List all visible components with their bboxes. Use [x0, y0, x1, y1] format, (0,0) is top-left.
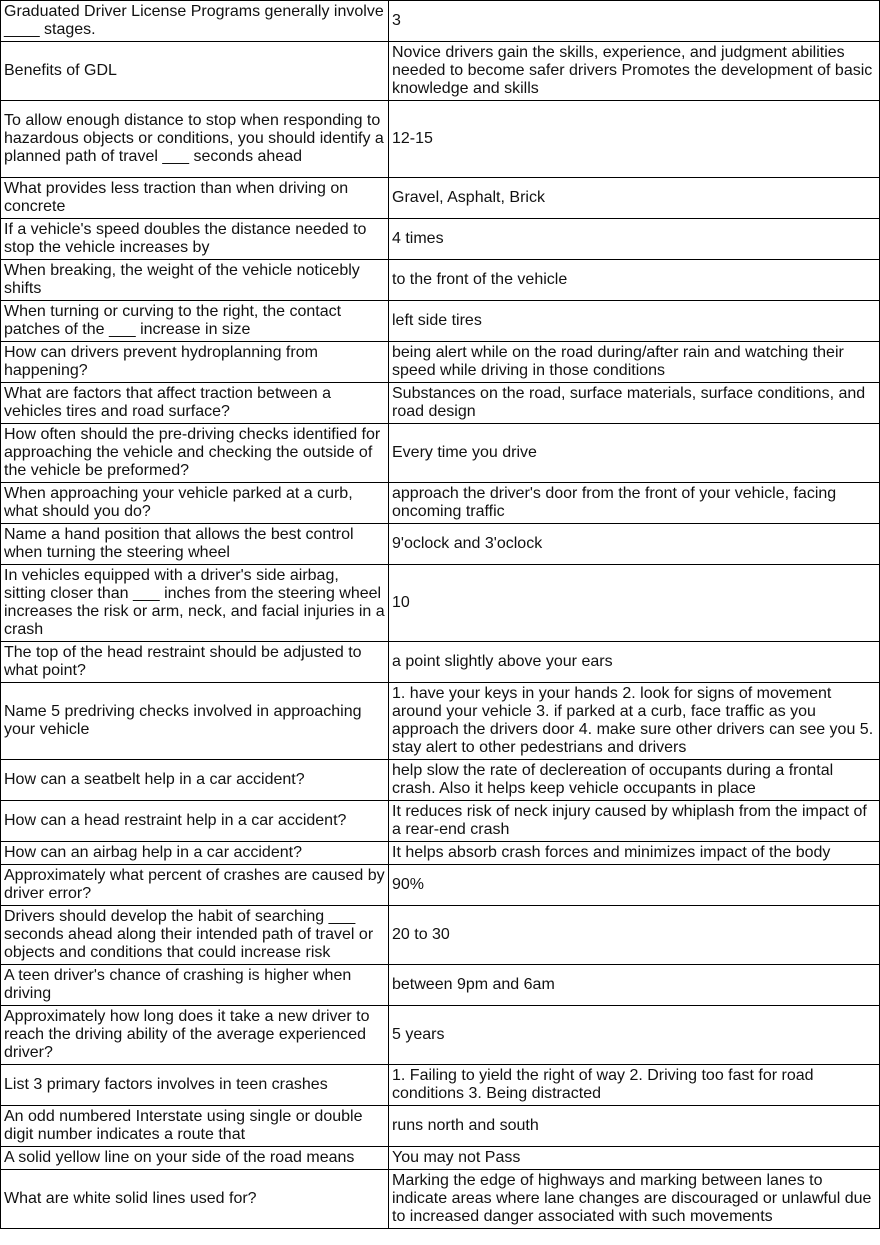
term-cell: Name 5 predriving checks involved in approaching your vehicle	[1, 683, 389, 760]
table-row	[1, 865, 880, 906]
term-cell: To allow enough distance to stop when responding to hazardous objects or conditions, you should identify a planned path of travel ___ seconds ahead	[1, 101, 389, 178]
table-row	[1, 1, 880, 42]
term-cell: A solid yellow line on your side of the road means	[1, 1147, 389, 1170]
term-cell: Approximately what percent of crashes are caused by driver error?	[1, 865, 389, 906]
table-row	[1, 483, 880, 524]
term-cell: When turning or curving to the right, the contact patches of the ___ increase in size	[1, 301, 389, 342]
term-cell: A teen driver's chance of crashing is higher when driving	[1, 965, 389, 1006]
term-cell: When breaking, the weight of the vehicle noticebly shifts	[1, 260, 389, 301]
definition-cell: 12-15	[389, 101, 880, 178]
definition-cell: 3	[389, 1, 880, 42]
term-cell: How can a head restraint help in a car accident?	[1, 801, 389, 842]
table-row	[1, 906, 880, 965]
table-row	[1, 342, 880, 383]
term-cell: Drivers should develop the habit of searching ___ seconds ahead along their intended path of travel or objects and conditions that could increase risk	[1, 906, 389, 965]
definition-cell: between 9pm and 6am	[389, 965, 880, 1006]
table-row	[1, 801, 880, 842]
term-cell: Benefits of GDL	[1, 42, 389, 101]
definition-cell: 1. Failing to yield the right of way 2. Driving too fast for road conditions 3. Being distracted	[389, 1065, 880, 1106]
flashcard-rows	[1, 1, 880, 1229]
table-row	[1, 260, 880, 301]
definition-cell: approach the driver's door from the front of your vehicle, facing oncoming traffic	[389, 483, 880, 524]
table-row	[1, 1106, 880, 1147]
definition-cell: 9'oclock and 3'oclock	[389, 524, 880, 565]
table-row	[1, 565, 880, 642]
table-row	[1, 1006, 880, 1065]
table-row	[1, 642, 880, 683]
definition-cell: 10	[389, 565, 880, 642]
table-row	[1, 1147, 880, 1170]
table-row	[1, 178, 880, 219]
term-cell: When approaching your vehicle parked at a curb, what should you do?	[1, 483, 389, 524]
table-row	[1, 965, 880, 1006]
definition-cell: a point slightly above your ears	[389, 642, 880, 683]
term-cell: Graduated Driver License Programs generally involve ____ stages.	[1, 1, 389, 42]
definition-cell: help slow the rate of declereation of occupants during a frontal crash. Also it helps keep vehicle occupants in place	[389, 760, 880, 801]
table-row	[1, 524, 880, 565]
definition-cell: It reduces risk of neck injury caused by whiplash from the impact of a rear-end crash	[389, 801, 880, 842]
table-row	[1, 383, 880, 424]
table-row	[1, 1065, 880, 1106]
term-cell: The top of the head restraint should be adjusted to what point?	[1, 642, 389, 683]
table-row	[1, 301, 880, 342]
term-cell: Approximately how long does it take a new driver to reach the driving ability of the average experienced driver?	[1, 1006, 389, 1065]
definition-cell: runs north and south	[389, 1106, 880, 1147]
definition-cell: Novice drivers gain the skills, experience, and judgment abilities needed to become safer drivers Promotes the development of basic knowledge and skills	[389, 42, 880, 101]
definition-cell: 4 times	[389, 219, 880, 260]
term-cell: What are white solid lines used for?	[1, 1170, 389, 1229]
table-row	[1, 842, 880, 865]
table-row	[1, 42, 880, 101]
definition-cell: Every time you drive	[389, 424, 880, 483]
definition-cell: 20 to 30	[389, 906, 880, 965]
definition-cell: left side tires	[389, 301, 880, 342]
definition-cell: It helps absorb crash forces and minimizes impact of the body	[389, 842, 880, 865]
table-row	[1, 1170, 880, 1229]
term-cell: What provides less traction than when driving on concrete	[1, 178, 389, 219]
table-row	[1, 760, 880, 801]
table-row	[1, 683, 880, 760]
term-cell: An odd numbered Interstate using single or double digit number indicates a route that	[1, 1106, 389, 1147]
definition-cell: Marking the edge of highways and marking between lanes to indicate areas where lane changes are discouraged or unlawful due to increased danger associated with such movements	[389, 1170, 880, 1229]
definition-cell: Gravel, Asphalt, Brick	[389, 178, 880, 219]
table-row	[1, 101, 880, 178]
term-cell: In vehicles equipped with a driver's side airbag, sitting closer than ___ inches from the steering wheel increases the risk or arm, neck, and facial injuries in a crash	[1, 565, 389, 642]
term-cell: How often should the pre-driving checks identified for approaching the vehicle and checking the outside of the vehicle be preformed?	[1, 424, 389, 483]
term-cell: If a vehicle's speed doubles the distance needed to stop the vehicle increases by	[1, 219, 389, 260]
term-cell: List 3 primary factors involves in teen crashes	[1, 1065, 389, 1106]
definition-cell: to the front of the vehicle	[389, 260, 880, 301]
term-cell: How can a seatbelt help in a car accident?	[1, 760, 389, 801]
term-cell: Name a hand position that allows the best control when turning the steering wheel	[1, 524, 389, 565]
table-row	[1, 219, 880, 260]
term-cell: What are factors that affect traction between a vehicles tires and road surface?	[1, 383, 389, 424]
definition-cell: 1. have your keys in your hands 2. look for signs of movement around your vehicle 3. if parked at a curb, face traffic as you approach the drivers door 4. make sure other drivers can see you 5. stay alert to other pedestrians and drivers	[389, 683, 880, 760]
table-row	[1, 424, 880, 483]
definition-cell: 5 years	[389, 1006, 880, 1065]
definition-cell: being alert while on the road during/after rain and watching their speed while driving in those conditions	[389, 342, 880, 383]
term-cell: How can an airbag help in a car accident?	[1, 842, 389, 865]
definition-cell: Substances on the road, surface materials, surface conditions, and road design	[389, 383, 880, 424]
definition-cell: 90%	[389, 865, 880, 906]
term-cell: How can drivers prevent hydroplanning from happening?	[1, 342, 389, 383]
definition-cell: You may not Pass	[389, 1147, 880, 1170]
